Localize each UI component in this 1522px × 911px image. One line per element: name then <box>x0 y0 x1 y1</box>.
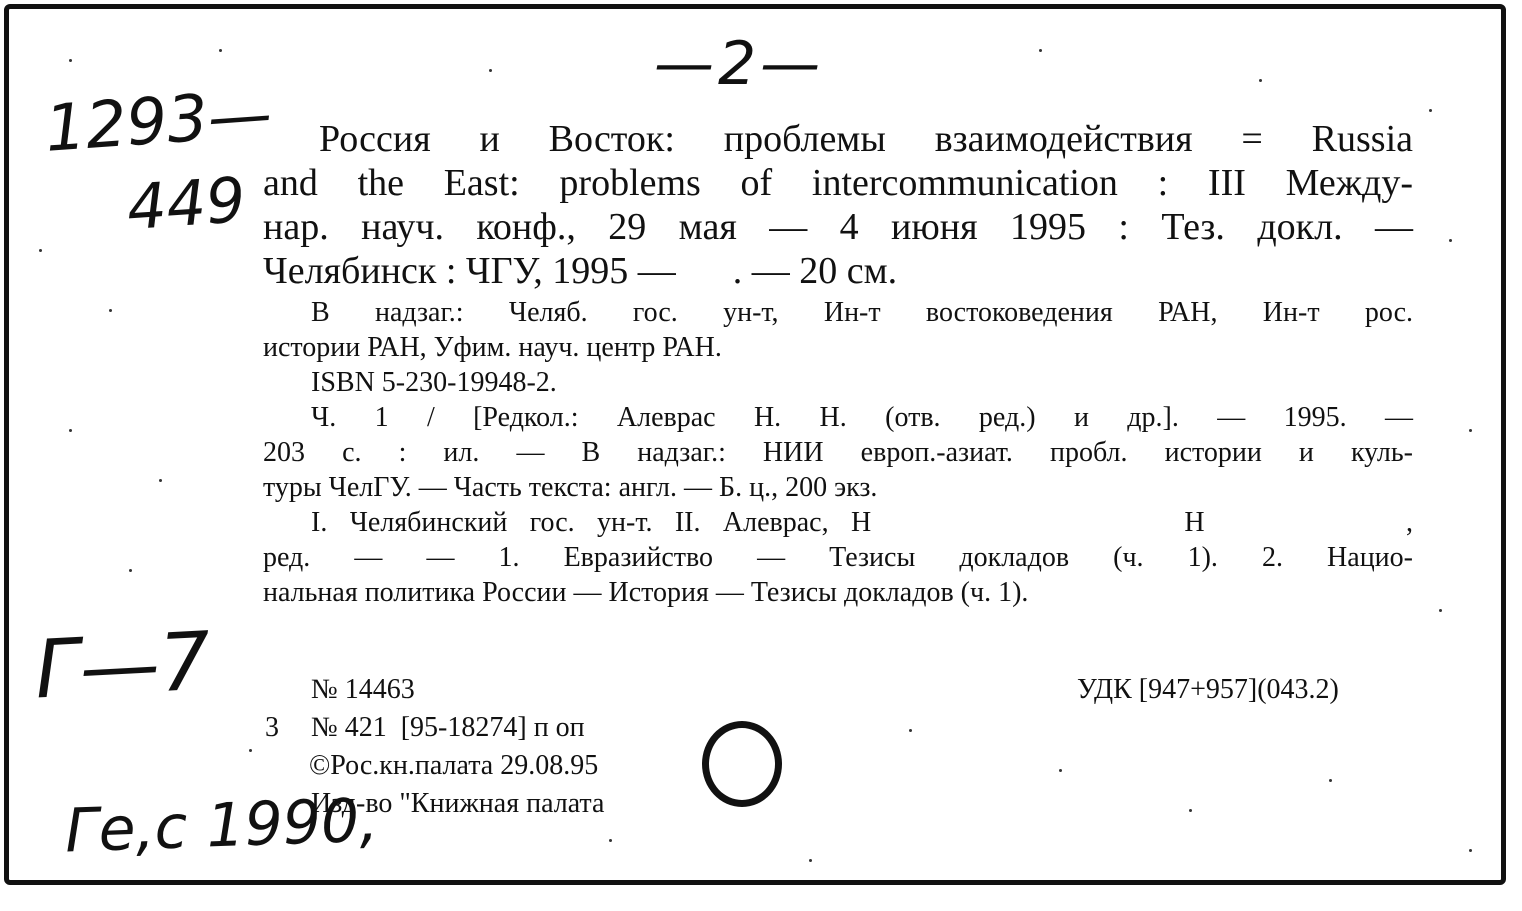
isbn: ISBN 5-230-19948-2. <box>311 367 557 398</box>
call-number-bottom: 449 <box>124 162 248 245</box>
page-number-mark: —2— <box>654 29 825 99</box>
title-line: Челябинск : ЧГУ, 1995 — . — 20 см. <box>263 250 898 292</box>
header-note-line: В надзаг.: Челяб. гос. ун-т, Ин-т востоковедения РАН, Ин-т рос. <box>311 297 1413 328</box>
title-line: and the East: problems of intercommunication : III Между- <box>263 162 1413 204</box>
index-line: I. Челябинский гос. ун-т. II. Алеврас, Н Н , <box>311 507 1413 538</box>
footer-chamber: ©Рос.кн.палата 29.08.95 <box>309 750 599 781</box>
footer-order: № 421 [95-18274] п оп <box>311 712 585 743</box>
catalog-card <box>4 4 1506 885</box>
bibliographic-record <box>263 117 1413 610</box>
index-line: нальная политика России — История — Тезисы докладов (ч. 1). <box>263 577 1029 608</box>
header-note-line: истории РАН, Уфим. науч. центр РАН. <box>263 332 722 363</box>
title-line: Россия и Восток: проблемы взаимодействия = Russia <box>319 118 1413 160</box>
call-number-top: 1293— <box>42 77 275 167</box>
title-line: нар. науч. конф., 29 мая — 4 июня 1995 : Тез. докл. — <box>263 206 1413 248</box>
stamp-circle <box>702 721 782 807</box>
shelf-mark: Г—7 <box>32 614 213 717</box>
part-line: 203 с. : ил. — В надзаг.: НИИ европ.-азиат. пробл. истории и куль- <box>263 437 1413 468</box>
footer-number: № 14463 <box>311 674 415 705</box>
part-line: туры ЧелГУ. — Часть текста: англ. — Б. ц., 200 экз. <box>263 472 878 503</box>
part-line: Ч. 1 / [Редкол.: Алеврас Н. Н. (отв. ред.) и др.]. — 1995. — <box>311 402 1413 433</box>
footer-publisher: Изд-во "Книжная палата <box>311 788 605 819</box>
footer-udc: УДК [947+957](043.2) <box>1077 674 1339 705</box>
index-line: ред. — — 1. Евразийство — Тезисы докладов (ч. 1). 2. Нацио- <box>263 542 1413 573</box>
signature-note: Ге,с 1990, <box>63 785 380 867</box>
footer-copies: 3 <box>265 712 279 743</box>
